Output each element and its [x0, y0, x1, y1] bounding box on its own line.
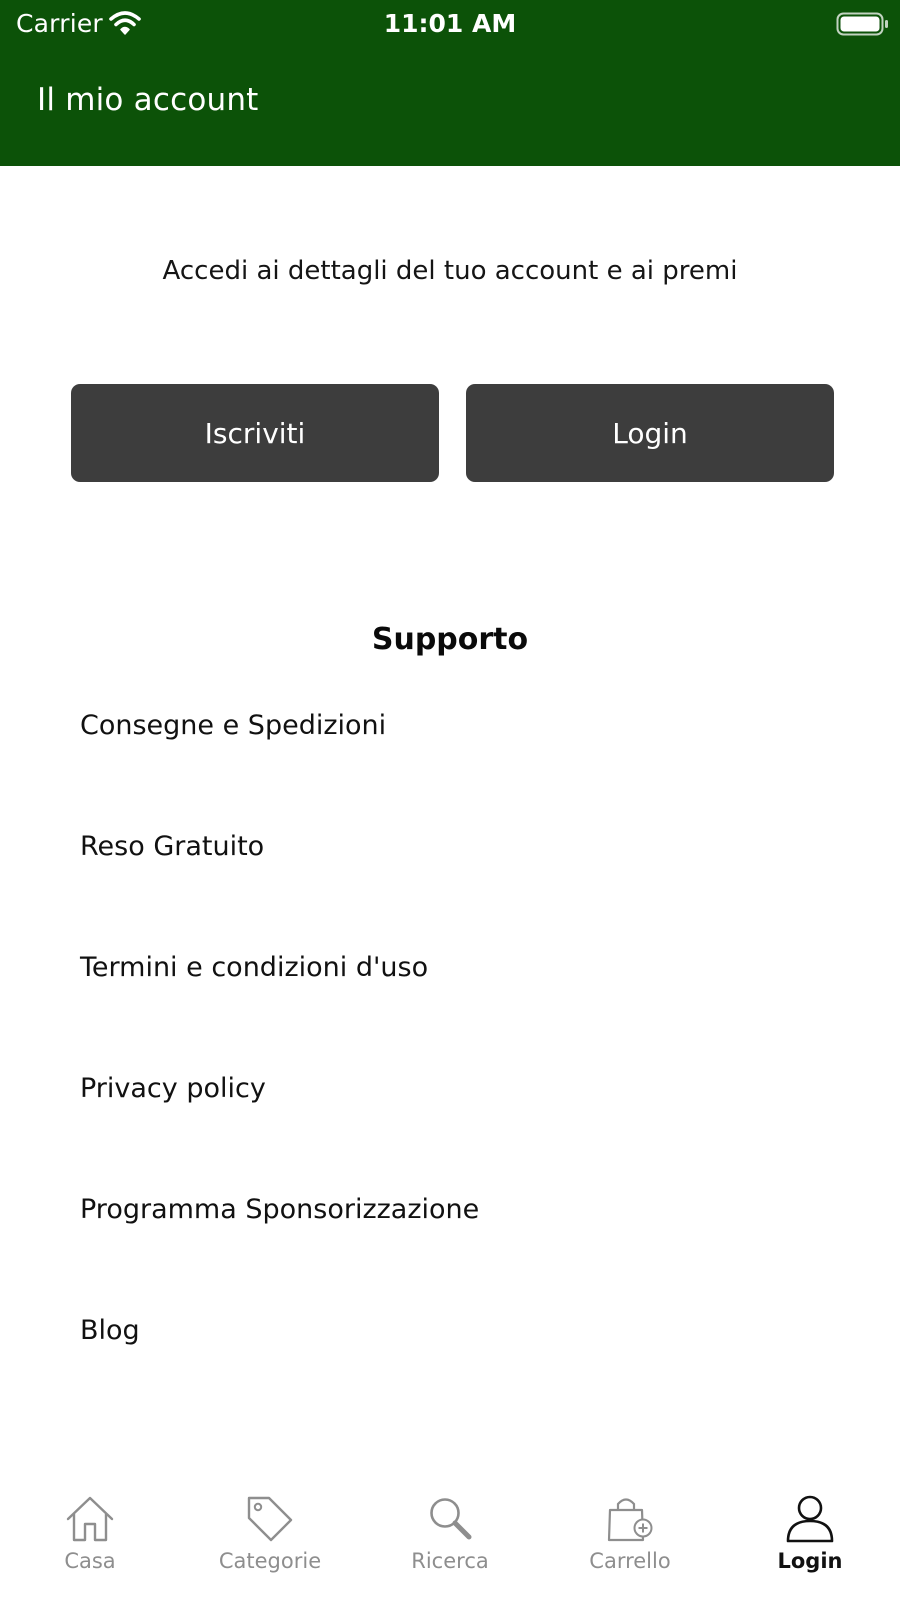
- support-item-free-returns[interactable]: Reso Gratuito: [80, 831, 265, 862]
- tab-search[interactable]: [360, 1492, 540, 1592]
- carrier-label: Carrier: [16, 9, 103, 38]
- app-header: [0, 0, 900, 166]
- battery-icon: [836, 12, 890, 40]
- tab-bar: [0, 1480, 900, 1598]
- support-item-privacy[interactable]: Privacy policy: [80, 1073, 266, 1104]
- tag-icon: [245, 1494, 295, 1544]
- shopping-bag-icon: [605, 1494, 655, 1544]
- tab-cart[interactable]: [540, 1492, 720, 1592]
- signup-button[interactable]: Iscriviti: [71, 384, 439, 482]
- home-icon: [65, 1494, 115, 1544]
- support-item-blog[interactable]: Blog: [80, 1315, 140, 1346]
- status-time: 11:01 AM: [383, 9, 517, 38]
- login-button[interactable]: Login: [466, 384, 834, 482]
- tab-login-label: Login: [777, 1549, 843, 1573]
- user-icon: [785, 1494, 835, 1544]
- support-list: [80, 680, 840, 1406]
- tab-search-label: Ricerca: [411, 1549, 489, 1573]
- page-title: Il mio account: [37, 82, 259, 118]
- support-item-terms[interactable]: Termini e condizioni d'uso: [80, 952, 429, 983]
- support-section-title: Supporto: [371, 622, 529, 657]
- support-item-sponsorship[interactable]: Programma Sponsorizzazione: [80, 1194, 480, 1225]
- tab-home-label: Casa: [64, 1549, 116, 1573]
- tab-cart-label: Carrello: [589, 1549, 671, 1573]
- search-icon: [425, 1494, 475, 1544]
- tab-home[interactable]: [0, 1492, 180, 1592]
- account-intro-text: Accedi ai dettagli del tuo account e ai premi: [162, 256, 738, 286]
- tab-categories[interactable]: [180, 1492, 360, 1592]
- status-bar: [0, 0, 900, 50]
- tab-categories-label: Categorie: [218, 1549, 322, 1573]
- support-item-shipping[interactable]: Consegne e Spedizioni: [80, 710, 387, 741]
- tab-login[interactable]: [720, 1492, 900, 1592]
